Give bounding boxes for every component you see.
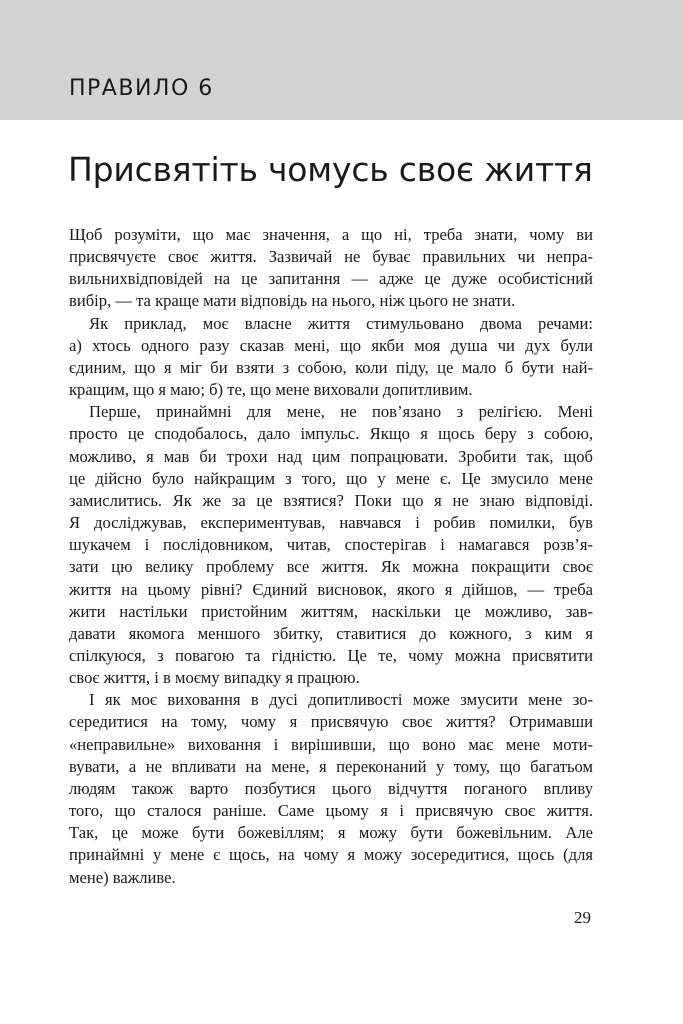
text-line: Як приклад, моє власне життя стимульовано двома речами: [89, 313, 593, 333]
text-line: мене) важливе. [69, 867, 176, 887]
text-line: присвячуєте своє життя. Зазвичай не буває правильних чи непра- [69, 247, 593, 267]
body-text [69, 224, 593, 889]
text-line: єдиним, що я міг би взяти з собою, коли піду, це мало б бути най- [69, 357, 593, 377]
text-line: своє життя, і в моєму випадку я працюю. [69, 668, 360, 688]
text-line: кращим, що я маю; б) те, що мене виховали допитливим. [69, 380, 473, 400]
text-line: Перше, принаймні для мене, не пов’язано з релігією. Мені [89, 402, 593, 422]
text-line: просто це сподобалось, дало імпульс. Якщо я щось беру з собою, [69, 424, 593, 444]
text-line: а) хтось одного разу сказав мені, що якби моя душа чи дух були [69, 335, 593, 355]
text-line: Я досліджував, експериментував, навчався і робив помилки, був [69, 513, 593, 533]
text-line: спілкуюся, з повагою та гідністю. Це те, чому можна присвятити [69, 645, 593, 665]
text-line: шукачем і послідовником, читав, спостерігав і намагався розв’я- [69, 535, 593, 555]
text-line: принаймні у мене є щось, на чому я можу зосередитися, щось (для [69, 845, 593, 865]
text-line: того, що сталося раніше. Саме цьому я і присвячую своє життя. [69, 801, 593, 821]
page-title: Присвятіть чомусь своє життя [68, 150, 593, 189]
text-line: Так, це може бути божевіллям; я можу бути божевільним. Але [69, 823, 593, 843]
text-line: замислитись. Як же за це взятися? Поки що я не знаю відповіді. [69, 490, 593, 510]
page-number: 29 [574, 908, 591, 927]
text-line: Щоб розуміти, що має значення, а що ні, треба знати, чому ви [69, 225, 593, 244]
text-line: життя на цьому рівні? Єдиний висновок, якого я дійшов, — треба [69, 579, 593, 599]
text-line: можливо, я мав би трохи над цим попрацювати. Зробити так, щоб [69, 446, 593, 466]
text-line: давати якомога меншого збитку, ставитися до кожного, з ким я [69, 623, 593, 643]
text-line: вувати, а не впливати на мене, я переконаний у тому, що багатьом [69, 756, 593, 776]
header-band [0, 0, 683, 120]
text-line: зати цю велику проблему все життя. Як можна покращити своє [69, 557, 593, 577]
text-line: жити настільки пристойним життям, наскільки це можливо, зав- [69, 601, 593, 621]
text-line: це дійсно було найкращим з того, що у мене є. Це змусило мене [69, 468, 593, 488]
text-line: «неправильне» виховання і вирішивши, що воно має мене моти- [69, 734, 593, 754]
text-line: вильнихвідповідей на це запитання — адже це дуже особистісний [69, 269, 593, 289]
text-line: середитися на тому, чому я присвячую своє життя? Отримавши [69, 712, 593, 732]
text-line: людям також варто позбутися цього відчуття поганого впливу [69, 778, 593, 798]
text-line: І як моє виховання в дусі допитливості може змусити мене зо- [89, 690, 593, 710]
chapter-label: ПРАВИЛО 6 [69, 76, 214, 101]
text-line: вибір, — та краще мати відповідь на нього, ніж цього не знати. [69, 291, 516, 311]
